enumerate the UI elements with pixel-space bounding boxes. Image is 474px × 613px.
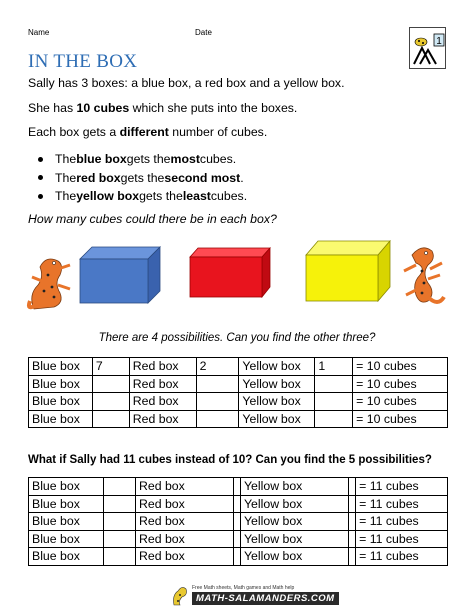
- label-cell: = 10 cubes: [353, 393, 448, 411]
- answer-cell[interactable]: [92, 393, 129, 411]
- grade-number: 1: [436, 36, 442, 47]
- table-row: [29, 495, 448, 513]
- answer-cell[interactable]: [349, 478, 356, 496]
- answer-cell[interactable]: [196, 375, 239, 393]
- label-cell: Red box: [129, 410, 196, 428]
- label-cell: = 10 cubes: [353, 358, 448, 376]
- label-cell: Yellow box: [240, 548, 348, 566]
- answer-cell[interactable]: [233, 513, 240, 531]
- name-label: Name: [28, 28, 50, 37]
- label-cell: = 11 cubes: [356, 495, 448, 513]
- answer-cell[interactable]: [349, 513, 356, 531]
- label-cell: Blue box: [29, 358, 93, 376]
- rule-yellow: The yellow box gets the least cubes.: [38, 187, 247, 206]
- label-cell: Red box: [129, 358, 196, 376]
- answer-cell[interactable]: [196, 393, 239, 411]
- answer-cell[interactable]: [104, 513, 136, 531]
- table-row: [29, 530, 448, 548]
- bullet-dot: [38, 194, 43, 199]
- footer-brand: MATH-SALAMANDERS.COM: [192, 592, 339, 605]
- answer-cell[interactable]: 7: [92, 358, 129, 376]
- label-cell: Blue box: [29, 495, 104, 513]
- label-cell: Red box: [129, 393, 196, 411]
- answer-cell[interactable]: [104, 548, 136, 566]
- blue-box-icon: [80, 247, 160, 303]
- boxes-illustration: [24, 235, 454, 315]
- label-cell: Yellow box: [240, 478, 348, 496]
- rule-red: The red box gets the second most .: [38, 169, 247, 188]
- answer-cell[interactable]: [233, 495, 240, 513]
- label-cell: Red box: [135, 513, 233, 531]
- label-cell: Blue box: [29, 375, 93, 393]
- answer-cell[interactable]: [92, 410, 129, 428]
- salamander-left-icon: [29, 259, 70, 309]
- label-cell: Yellow box: [240, 513, 348, 531]
- grade-logo: [409, 27, 446, 69]
- answer-cell[interactable]: [196, 410, 239, 428]
- answer-cell[interactable]: [104, 530, 136, 548]
- answer-cell[interactable]: [104, 478, 136, 496]
- date-label: Date: [195, 28, 212, 37]
- table-row: [29, 478, 448, 496]
- label-cell: Red box: [135, 530, 233, 548]
- answer-cell[interactable]: [315, 410, 353, 428]
- label-cell: Red box: [129, 375, 196, 393]
- possibilities-text: There are 4 possibilities. Can you find the other three?: [98, 332, 376, 344]
- label-cell: = 11 cubes: [356, 548, 448, 566]
- label-cell: = 10 cubes: [353, 410, 448, 428]
- salamander-right-icon: [404, 248, 444, 302]
- red-box-icon: [190, 248, 270, 297]
- yellow-box-icon: [306, 241, 390, 301]
- answer-cell[interactable]: [92, 375, 129, 393]
- table-10-cubes: [28, 357, 448, 428]
- label-cell: Blue box: [29, 410, 93, 428]
- label-cell: Yellow box: [240, 530, 348, 548]
- answer-cell[interactable]: [104, 495, 136, 513]
- answer-cell[interactable]: [349, 530, 356, 548]
- label-cell: Red box: [135, 478, 233, 496]
- label-cell: = 11 cubes: [356, 530, 448, 548]
- answer-cell[interactable]: [349, 548, 356, 566]
- page-title: IN THE BOX: [28, 51, 138, 72]
- label-cell: Yellow box: [240, 495, 348, 513]
- label-cell: Red box: [135, 548, 233, 566]
- label-cell: Yellow box: [239, 393, 315, 411]
- label-cell: = 11 cubes: [356, 513, 448, 531]
- table-row: [29, 393, 448, 411]
- label-cell: Blue box: [29, 530, 104, 548]
- table-row: [29, 548, 448, 566]
- label-cell: Yellow box: [239, 410, 315, 428]
- intro-line-1: Sally has 3 boxes: a blue box, a red box and a yellow box.: [28, 76, 345, 90]
- rule-blue: The blue box gets the most cubes.: [38, 150, 247, 169]
- label-cell: Blue box: [29, 548, 104, 566]
- table-row: [29, 358, 448, 376]
- table-row: [29, 375, 448, 393]
- answer-cell[interactable]: [349, 495, 356, 513]
- answer-cell[interactable]: [315, 393, 353, 411]
- label-cell: Red box: [135, 495, 233, 513]
- rules-list: [38, 150, 247, 206]
- label-cell: Blue box: [29, 478, 104, 496]
- label-cell: = 10 cubes: [353, 375, 448, 393]
- salamander-logo-icon: [170, 583, 190, 607]
- label-cell: = 11 cubes: [356, 478, 448, 496]
- answer-cell[interactable]: 1: [315, 358, 353, 376]
- intro-line-3: Each box gets a different number of cubes.: [28, 125, 268, 139]
- answer-cell[interactable]: 2: [196, 358, 239, 376]
- intro-line-2: She has 10 cubes which she puts into the boxes.: [28, 101, 298, 115]
- question-text: How many cubes could there be in each box?: [28, 212, 277, 226]
- bullet-dot: [38, 175, 43, 180]
- label-cell: Yellow box: [239, 375, 315, 393]
- table-row: [29, 513, 448, 531]
- answer-cell[interactable]: [233, 530, 240, 548]
- label-cell: Yellow box: [239, 358, 315, 376]
- answer-cell[interactable]: [233, 478, 240, 496]
- footer-tagline: Free Math sheets, Math games and Math help: [192, 585, 295, 591]
- table-11-cubes: [28, 477, 448, 566]
- answer-cell[interactable]: [315, 375, 353, 393]
- bullet-dot: [38, 157, 43, 162]
- question-2: What if Sally had 11 cubes instead of 10? Can you find the 5 possibilities?: [28, 454, 432, 466]
- footer-logo: [170, 583, 335, 609]
- answer-cell[interactable]: [233, 548, 240, 566]
- label-cell: Blue box: [29, 513, 104, 531]
- table-row: [29, 410, 448, 428]
- label-cell: Blue box: [29, 393, 93, 411]
